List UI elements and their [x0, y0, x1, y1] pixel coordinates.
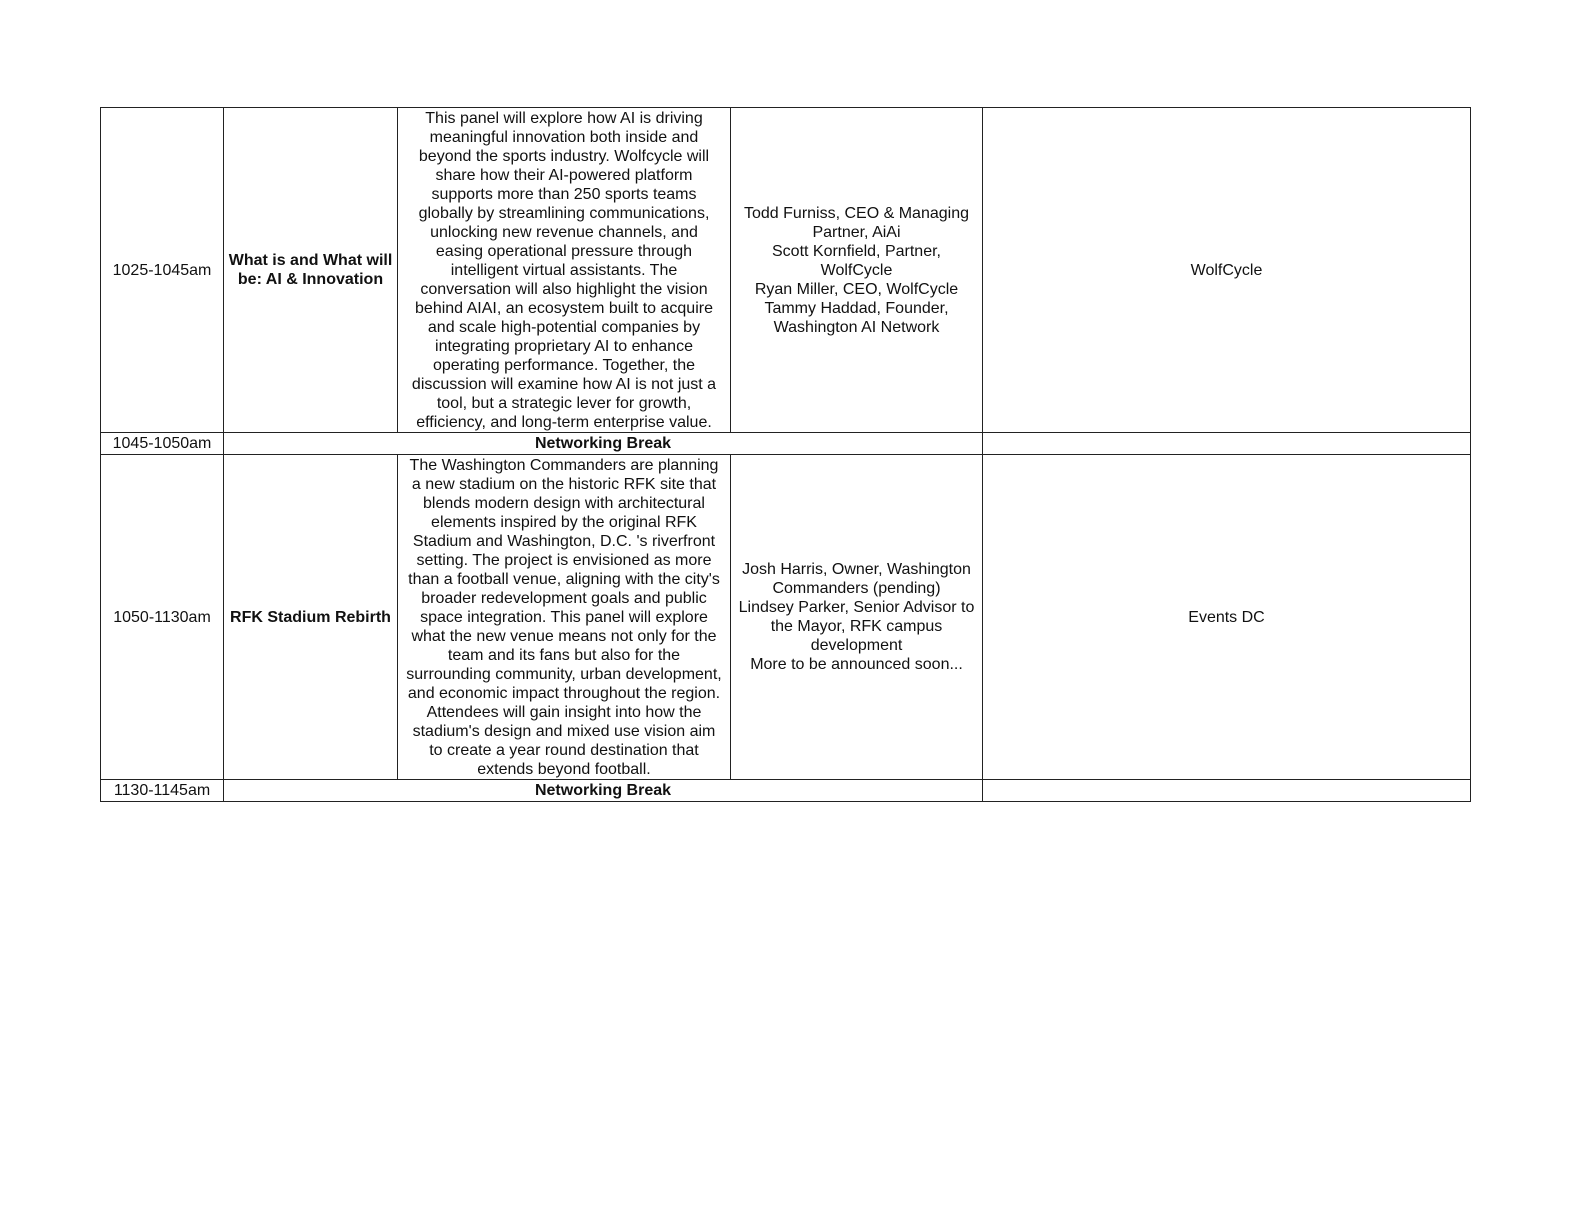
- table-row: [101, 433, 1471, 455]
- speaker-line: Josh Harris, Owner, Washington: [742, 561, 971, 578]
- description-line: efficiency, and long-term enterprise value.: [416, 413, 712, 431]
- description-line: team and its fans but also for the: [447, 646, 681, 664]
- speaker-line: development: [810, 637, 903, 654]
- break-label: Networking Break: [224, 433, 983, 455]
- description-line: meaningful innovation both inside and: [429, 128, 699, 146]
- description-line: than a football venue, aligning with the city's: [408, 570, 720, 588]
- description-line: discussion will examine how AI is not just a: [411, 375, 717, 393]
- description-line: The Washington Commanders are planning: [409, 456, 719, 474]
- speaker-line: Tammy Haddad, Founder,: [764, 299, 949, 317]
- description-line: share how their AI-powered platform: [435, 166, 693, 184]
- session-speakers: [731, 455, 983, 780]
- description-line: setting. The project is envisioned as more: [416, 551, 712, 569]
- speaker-line: Ryan Miller, CEO, WolfCycle: [754, 280, 959, 298]
- break-empty-cell: [983, 780, 1471, 802]
- description-line: tool, but a strategic lever for growth,: [436, 394, 692, 412]
- description-line: behind AIAI, an ecosystem built to acquire: [415, 299, 713, 317]
- speaker-line: Washington AI Network: [773, 318, 940, 336]
- description-line: a new stadium on the historic RFK site that: [411, 475, 717, 493]
- description-line: intelligent virtual assistants. The: [450, 261, 678, 279]
- speaker-line: More to be announced soon...: [750, 656, 963, 673]
- description-line: integrating proprietary AI to enhance: [435, 337, 693, 355]
- description-line: and scale high-potential companies by: [427, 318, 701, 336]
- table-row: [101, 108, 1471, 433]
- session-title-line: be: AI & Innovation: [237, 271, 384, 288]
- description-line: what the new venue means not only for the: [411, 627, 717, 645]
- description-line: beyond the sports industry. Wolfcycle will: [418, 147, 710, 165]
- session-description: [398, 455, 731, 780]
- description-line: Attendees will gain insight into how the: [426, 703, 702, 721]
- break-time: 1045-1050am: [101, 433, 224, 455]
- description-line: This panel will explore how AI is driving: [425, 109, 703, 127]
- session-title: [224, 108, 398, 433]
- description-line: unlocking new revenue channels, and: [430, 223, 698, 241]
- speaker-line: Commanders (pending): [772, 580, 941, 597]
- description-line: extends beyond football.: [477, 760, 651, 778]
- speaker-line: Partner, AiAi: [812, 223, 901, 241]
- session-title: [224, 455, 398, 780]
- description-line: surrounding community, urban development,: [406, 665, 722, 683]
- description-line: conversation will also highlight the vision: [420, 280, 708, 298]
- description-line: blends modern design with architectural: [423, 494, 705, 512]
- table-row: [101, 455, 1471, 780]
- description-line: and economic impact throughout the region.: [407, 684, 721, 702]
- session-description: [398, 108, 731, 433]
- description-line: to create a year round destination that: [429, 741, 699, 759]
- description-line: stadium's design and mixed use vision aim: [412, 722, 716, 740]
- table-row: [101, 780, 1471, 802]
- description-line: broader redevelopment goals and public: [421, 589, 707, 607]
- description-line: elements inspired by the original RFK: [431, 513, 697, 531]
- speaker-line: the Mayor, RFK campus: [770, 618, 943, 635]
- session-time: 1025-1045am: [101, 108, 224, 433]
- speaker-line: Scott Kornfield, Partner,: [772, 242, 941, 260]
- speaker-line: Todd Furniss, CEO & Managing: [744, 204, 969, 222]
- session-sponsor: WolfCycle: [983, 108, 1471, 433]
- description-line: operating performance. Together, the: [432, 356, 696, 374]
- speaker-line: Lindsey Parker, Senior Advisor to: [738, 599, 975, 616]
- session-title-line: RFK Stadium Rebirth: [230, 608, 391, 626]
- description-line: Stadium and Washington, D.C. 's riverfront: [412, 532, 716, 550]
- break-empty-cell: [983, 433, 1471, 455]
- description-line: space integration. This panel will explore: [420, 608, 708, 626]
- session-title-line: What is and What will: [228, 252, 393, 269]
- agenda-table: [100, 107, 1471, 802]
- description-line: globally by streamlining communications,: [418, 204, 710, 222]
- session-time: 1050-1130am: [101, 455, 224, 780]
- session-sponsor: Events DC: [983, 455, 1471, 780]
- description-line: supports more than 250 sports teams: [431, 185, 697, 203]
- break-time: 1130-1145am: [101, 780, 224, 802]
- session-speakers: [731, 108, 983, 433]
- speaker-line: WolfCycle: [820, 261, 893, 279]
- description-line: easing operational pressure through: [435, 242, 693, 260]
- break-label: Networking Break: [224, 780, 983, 802]
